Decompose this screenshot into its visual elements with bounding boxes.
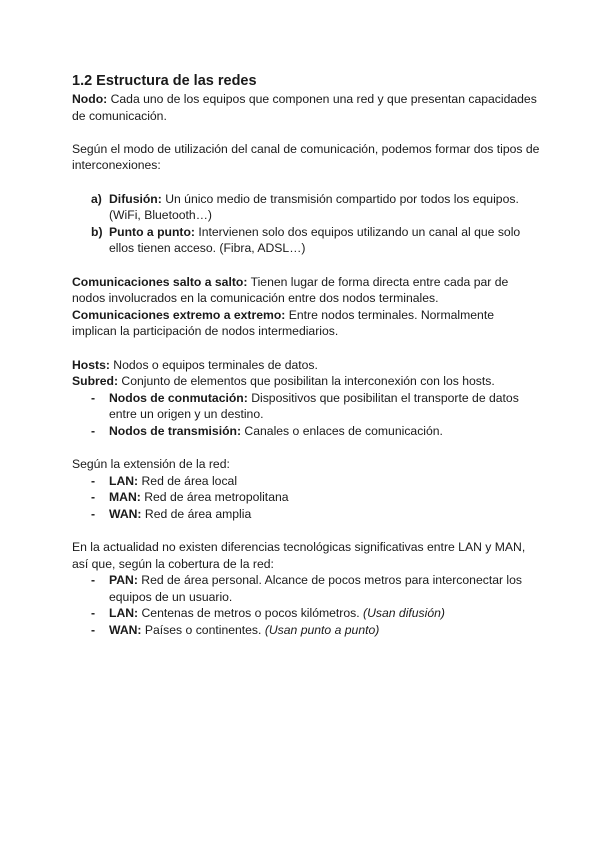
list-text: Dispositivos que posibilitan el transporte de datos entre un origen y un destino.: [109, 390, 519, 422]
section-title: 1.2 Estructura de las redes: [72, 73, 257, 89]
list-marker: -: [91, 390, 96, 405]
extremo-text: Entre nodos terminales. Normalmente implican la participación de nodos intermediarios.: [72, 307, 494, 339]
list-item: [72, 224, 540, 257]
nodo-term: Nodo:: [72, 92, 108, 106]
nodo-text: Cada uno de los equipos que componen una red y que presentan capacidades de comunicación.: [72, 92, 537, 123]
list-term: WAN:: [109, 623, 142, 637]
list-term: LAN:: [109, 473, 139, 488]
subred-term: Subred:: [72, 374, 119, 389]
nodo-definition: [72, 91, 540, 124]
list-text: Países o continentes.: [141, 623, 265, 637]
hosts-text: Nodos o equipos terminales de datos.: [109, 357, 318, 372]
interconexiones-list: [72, 191, 540, 257]
list-item: [72, 572, 540, 605]
list-marker: -: [91, 573, 96, 588]
list-marker: -: [91, 490, 96, 505]
extension-intro: Según la extensión de la red:: [72, 457, 230, 472]
list-marker: -: [91, 473, 96, 488]
list-item: [72, 390, 540, 423]
list-marker: b): [91, 224, 103, 239]
list-term: Nodos de transmisión:: [109, 423, 242, 438]
list-text: Canales o enlaces de comunicación.: [241, 423, 443, 438]
list-term: LAN:: [109, 606, 139, 621]
list-marker: -: [91, 623, 96, 637]
list-note: (Usan punto a punto): [264, 623, 380, 637]
list-note: (Usan difusión): [363, 606, 445, 621]
list-text: Red de área metropolitana: [140, 490, 289, 505]
list-marker: -: [91, 606, 96, 621]
list-marker: -: [91, 506, 96, 521]
subred-list: [72, 390, 540, 440]
hosts-definition: [72, 357, 540, 374]
list-item: [72, 423, 540, 440]
list-term: Nodos de conmutación:: [109, 390, 248, 405]
list-item: [72, 605, 540, 622]
extremo-term: Comunicaciones extremo a extremo:: [72, 307, 286, 322]
list-text: Centenas de metros o pocos kilómetros.: [138, 606, 364, 621]
list-item: [72, 473, 540, 490]
list-term: MAN:: [109, 490, 141, 505]
extremo-definition: [72, 307, 540, 340]
list-term: PAN:: [109, 573, 138, 588]
list-term: WAN:: [109, 506, 142, 521]
list-item: [72, 622, 540, 639]
list-item: [72, 489, 540, 506]
list-text: Un único medio de transmisión compartido por todos los equipos. (WiFi, Bluetooth…): [109, 191, 519, 223]
interconexiones-intro: Según el modo de utilización del canal de comunicación, podemos formar dos tipos de interconexiones:: [72, 141, 540, 173]
salto-definition: [72, 274, 540, 307]
list-item: [72, 191, 540, 224]
list-text: Intervienen solo dos equipos utilizando un canal al que solo ellos tienen acceso. (Fibra, ADSL…): [109, 224, 521, 256]
cobertura-list: [72, 572, 540, 638]
list-text: Red de área local: [138, 473, 238, 488]
subred-text: Conjunto de elementos que posibilitan la interconexión con los hosts.: [118, 374, 495, 389]
list-item: [72, 506, 540, 523]
list-text: Red de área amplia: [141, 506, 252, 521]
list-term: Punto a punto:: [109, 224, 195, 239]
salto-text: Tienen lugar de forma directa entre cada par de nodos involucrados en la comunicación entre dos nodos terminales.: [72, 274, 509, 306]
list-marker: -: [91, 423, 96, 438]
extension-list: [72, 473, 540, 523]
list-term: Difusión:: [109, 191, 162, 206]
salto-term: Comunicaciones salto a salto:: [72, 274, 248, 289]
subred-definition: [72, 373, 540, 390]
list-text: Red de área personal. Alcance de pocos metros para interconectar los equipos de un usuario.: [109, 573, 523, 604]
hosts-term: Hosts:: [72, 357, 110, 372]
actualidad-paragraph: En la actualidad no existen diferencias tecnológicas significativas entre LAN y MAN, así que, según la cobertura de la red:: [72, 540, 526, 571]
list-marker: a): [91, 191, 102, 206]
